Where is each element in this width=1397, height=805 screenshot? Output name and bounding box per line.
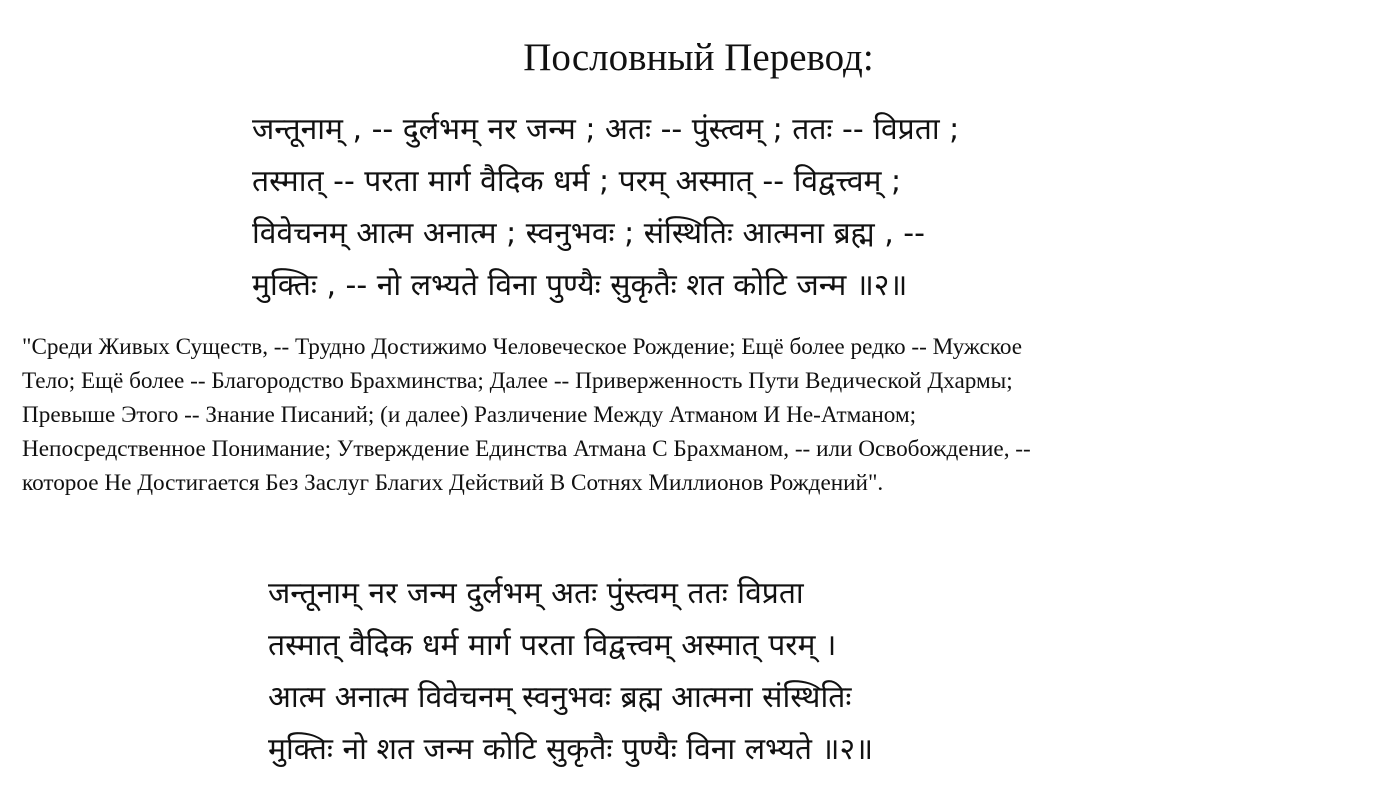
verse-original bbox=[268, 568, 1318, 776]
translation-line: Превыше Этого -- Знание Писаний; (и далее) Различение Между Атманом И Не-Атманом; bbox=[22, 402, 917, 428]
verse-line: जन्तूनाम् , -- दुर्लभम् नर जन्म ; अतः -- पुंस्त्वम् ; ततः -- विप्रता ; bbox=[252, 112, 960, 147]
translation-line: "Среди Живых Существ, -- Трудно Достижимо Человеческое Рождение; Ещё более редко -- Мужское bbox=[22, 334, 1023, 360]
verse-line: आत्म अनात्म विवेचनम् स्वनुभवः ब्रह्म आत्मना संस्थितिः bbox=[268, 680, 852, 715]
russian-translation bbox=[22, 330, 1377, 500]
page-title: Пословный Перевод: bbox=[523, 36, 874, 79]
verse-line: तस्मात् वैदिक धर्म मार्ग परता विद्वत्त्वम् अस्मात् परम् । bbox=[268, 628, 837, 663]
translation-line: которое Не Достигается Без Заслуг Благих Действий В Сотнях Миллионов Рождений". bbox=[22, 470, 884, 496]
verse-line: मुक्तिः , -- नो लभ्यते विना पुण्यैः सुकृतैः शत कोटि जन्म ॥२॥ bbox=[252, 268, 908, 303]
verse-line: जन्तूनाम् नर जन्म दुर्लभम् अतः पुंस्त्वम् ततः विप्रता bbox=[268, 576, 804, 611]
verse-word-by-word bbox=[252, 104, 1362, 312]
translation-line: Тело; Ещё более -- Благородство Брахминства; Далее -- Приверженность Пути Ведической Дхармы; bbox=[22, 368, 1013, 394]
verse-line: तस्मात् -- परता मार्ग वैदिक धर्म ; परम् अस्मात् -- विद्वत्त्वम् ; bbox=[252, 164, 902, 199]
translation-line: Непосредственное Понимание; Утверждение Единства Атмана С Брахманом, -- или Освобождение, -- bbox=[22, 436, 1031, 462]
verse-line: विवेचनम् आत्म अनात्म ; स्वनुभवः ; संस्थितिः आत्मना ब्रह्म , -- bbox=[252, 216, 925, 251]
verse-line: मुक्तिः नो शत जन्म कोटि सुकृतैः पुण्यैः विना लभ्यते ॥२॥ bbox=[268, 732, 874, 767]
